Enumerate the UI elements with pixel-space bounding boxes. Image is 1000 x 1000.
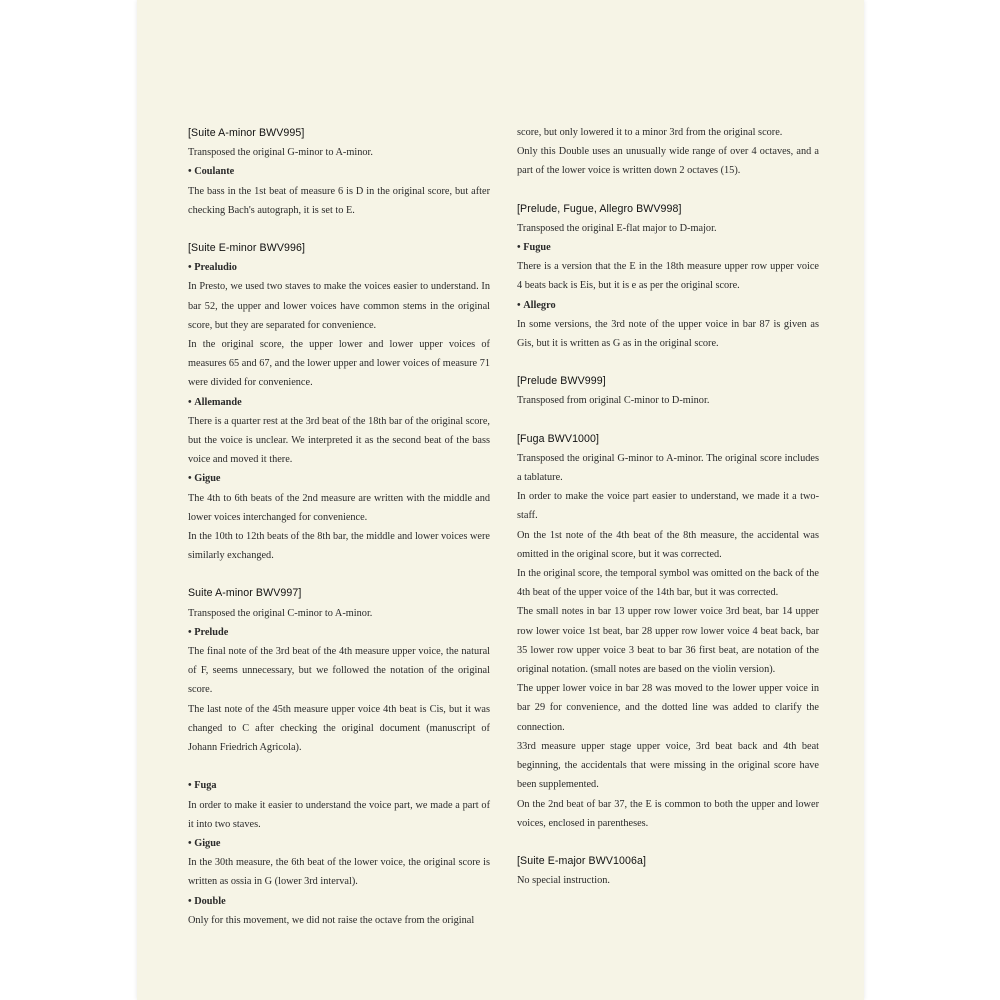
movement-heading-gigue: • Gigue [188, 834, 490, 853]
paragraph: There is a version that the E in the 18th measure upper row upper voice 4 beats back is Eis, but it is e as per the original score. [517, 261, 819, 292]
movement-heading-coulante: • Coulante [188, 162, 490, 181]
paragraph: In the original score, the temporal symbol was omitted on the back of the 4th beat of the upper voice of the 14th bar, but it was corrected. [517, 568, 819, 599]
paragraph: Transposed the original E-flat major to D-major. [517, 222, 717, 234]
movement-heading-prelude: • Prelude [188, 623, 490, 642]
paragraph: In the original score, the upper lower and lower upper voices of measures 65 and 67, and the lower upper and lower voices of measure 71 were divided for convenience. [188, 339, 490, 389]
paragraph: In the 10th to 12th beats of the 8th bar, the middle and lower voices were similarly exchanged. [188, 531, 490, 562]
paragraph: The bass in the 1st beat of measure 6 is D in the original score, but after checking Bach's autograph, it is set to E. [188, 185, 490, 216]
paragraph: In order to make the voice part easier to understand, we made it a two-staff. [517, 491, 819, 522]
movement-heading-fugue: • Fugue [517, 238, 819, 257]
paragraph: There is a quarter rest at the 3rd beat of the 18th bar of the original score, but the voice is unclear. We interpreted it as the second beat of the bass voice and moved it there. [188, 415, 490, 466]
paragraph: Transposed from original C-minor to D-minor. [517, 395, 710, 407]
left-column [188, 124, 490, 930]
paragraph: The last note of the 45th measure upper voice 4th beat is Cis, but it was changed to C after checking the original document (manuscript of Johann Friedrich Agricola). [188, 703, 490, 754]
section-heading-bwv996: [Suite E-minor BWV996] [188, 242, 306, 255]
section-heading-bwv1006a: [Suite E-major BWV1006a] [517, 854, 646, 867]
right-column [517, 123, 819, 890]
paragraph: The 4th to 6th beats of the 2nd measure are written with the middle and lower voices interchanged for convenience. [188, 492, 490, 523]
movement-heading-double: • Double [188, 892, 490, 911]
paragraph: Transposed the original C-minor to A-minor. [188, 607, 373, 619]
paragraph: In some versions, the 3rd note of the upper voice in bar 87 is given as Gis, but it is written as G as in the original score. [517, 318, 819, 350]
paragraph: Only for this movement, we did not raise the octave from the original [188, 914, 475, 926]
paragraph: On the 1st note of the 4th beat of the 8th measure, the accidental was omitted in the original score, but it was corrected. [517, 529, 819, 560]
paragraph: On the 2nd beat of bar 37, the E is common to both the upper and lower voices, enclosed in parentheses. [517, 798, 819, 829]
paragraph: In Presto, we used two staves to make the voices easier to understand. In bar 52, the upper and lower voices have common stems in the original score, but they are separated for convenience. [188, 281, 490, 331]
paragraph: In order to make it easier to understand the voice part, we made a part of it into two staves. [188, 799, 490, 830]
movement-heading-allegro: • Allegro [517, 296, 819, 315]
paragraph: The final note of the 3rd beat of the 4th measure upper voice, the natural of F, seems unnecessary, but we followed the notation of the original score. [188, 646, 490, 696]
section-heading-bwv997: Suite A-minor BWV997] [188, 587, 302, 600]
paragraph: score, but only lowered it to a minor 3rd from the original score. [517, 127, 783, 138]
section-heading-bwv995: [Suite A-minor BWV995] [188, 127, 305, 139]
paragraph: The upper lower voice in bar 28 was moved to the lower upper voice in bar 29 for convenience, and the dotted line was added to clarify the connection. [517, 683, 819, 733]
paragraph: In the 30th measure, the 6th beat of the lower voice, the original score is written as ossia in G (lower 3rd interval). [188, 857, 490, 888]
paragraph: Transposed the original G-minor to A-minor. The original score includes a tablature. [517, 452, 819, 484]
section-heading-bwv998: [Prelude, Fugue, Allegro BWV998] [517, 202, 682, 215]
movement-heading-prealudio: • Prealudio [188, 258, 490, 277]
movement-heading-fuga: • Fuga [188, 776, 490, 795]
paragraph: 33rd measure upper stage upper voice, 3rd beat back and 4th beat beginning, the accidentals that were missing in the original score have been supplemented. [517, 740, 819, 791]
section-heading-bwv1000: [Fuga BWV1000] [517, 432, 600, 445]
movement-heading-gigue: • Gigue [188, 469, 490, 488]
paragraph: No special instruction. [517, 875, 610, 887]
section-heading-bwv999: [Prelude BWV999] [517, 375, 606, 388]
paragraph: Transposed the original G-minor to A-minor. [188, 147, 373, 159]
movement-heading-allemande: • Allemande [188, 393, 490, 412]
paragraph: The small notes in bar 13 upper row lower voice 3rd beat, bar 14 upper row lower voice 1st beat, bar 28 upper row lower voice 4 beat back, bar 35 lower row upper voice 3 beat to bar 36 first beat, are notation of the original notation. (small notes are based on the violin version). [517, 606, 819, 676]
paragraph: Only this Double uses an unusually wide range of over 4 octaves, and a part of the lower voice is written down 2 octaves (15). [517, 146, 819, 177]
